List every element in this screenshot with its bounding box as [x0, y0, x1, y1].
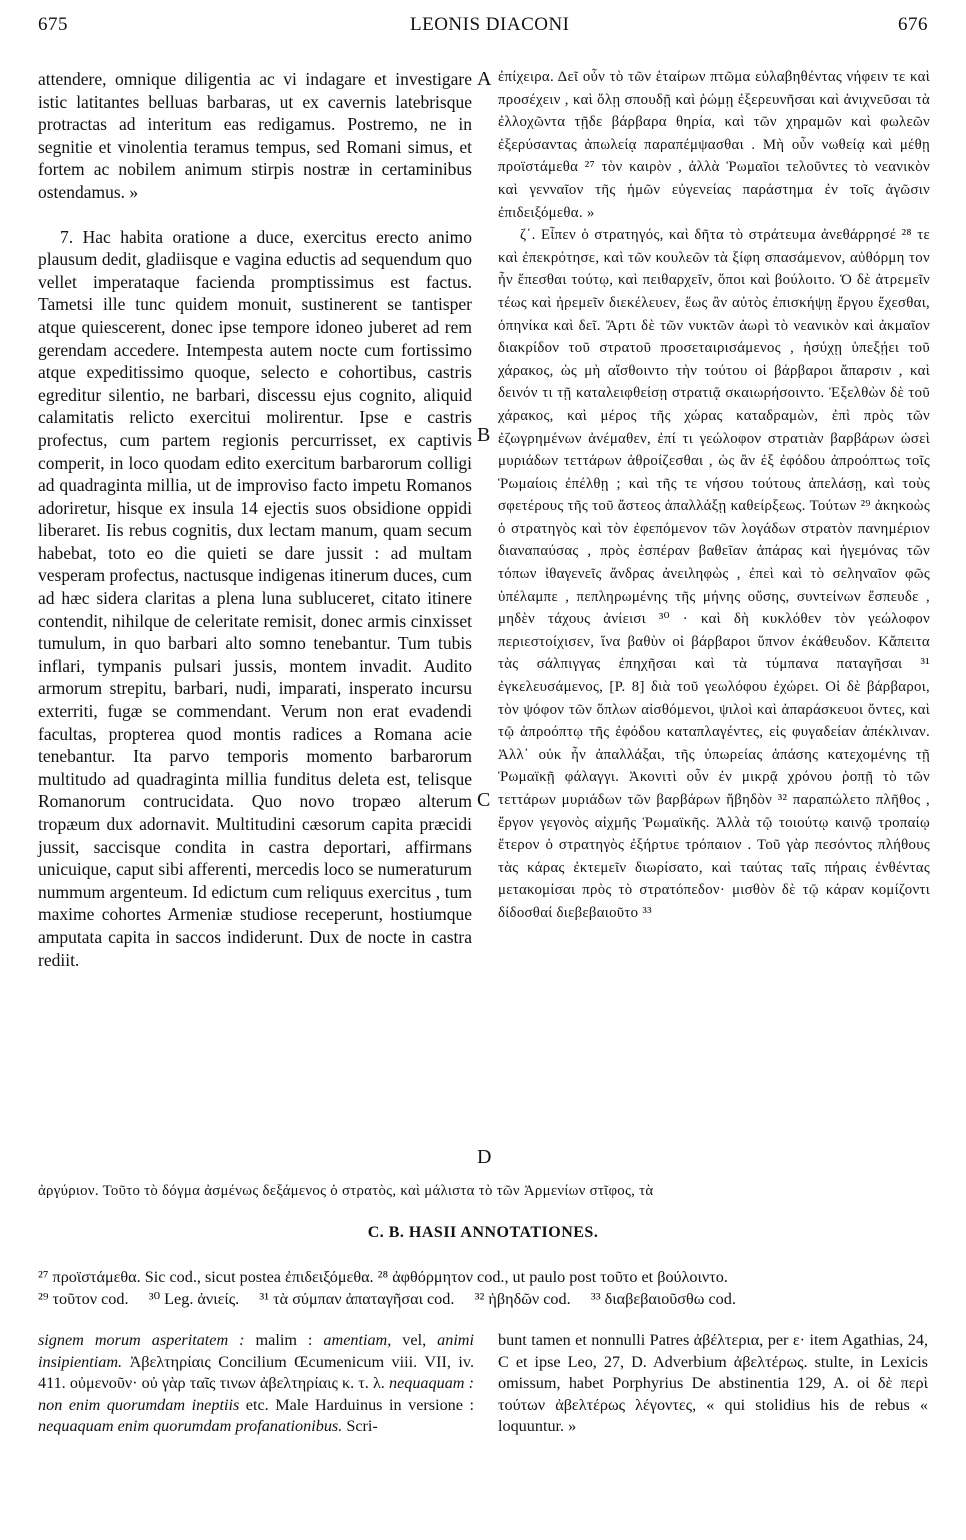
note-roman-3: Ἀβελτηρίαις Concilium Œcumenicum viii. VII, iv. 411. οὐμενοῦν· οὐ γὰρ ταῖς τινων ἀβελτηρίαις κ. τ. λ.	[38, 1352, 474, 1392]
page-header	[38, 8, 928, 38]
note-italic-3: animi insipientiam.	[38, 1331, 474, 1371]
note-italic-4: nequaquam : non enim quorumdam ineptiis	[38, 1374, 475, 1414]
note-italic-5: nequaquam enim quorumdam profanationibus.	[38, 1417, 343, 1435]
margin-letter-a: A	[477, 68, 492, 90]
latin-paragraph-1: attendere, omnique diligentia ac vi indagare et investigare istic latitantes belluas barbaras, ut ex cavernis latebrisque protractas ad interitum eas redigamus. Postremo, ne in segnitie et vinolentia teramus tempus, sed Romani simus, et fortem ac nobilem animum stirpis nostræ in certaminibus ostendamus. »	[38, 69, 472, 202]
note-roman-2: , vel,	[387, 1331, 427, 1349]
footnote-line-2: ²⁹ τοῦτον cod. ³⁰ Leg. ἀνιείς. ³¹ τὰ σύμπαν ἀπαταγῆσαι cod. ³² ἡβηδῶν cod. ³³ διαβεβαιοῦσθω cod.	[38, 1290, 736, 1308]
annotation-right-text: bunt tamen et nonnulli Patres ἀβέλτερια, per ε· item Agathias, 24, C et ipse Leo, 27, D. Adverbium ἀβελτέρως. stulte, in Lexicis omissum, habet Porphyrius De abstinentia 129, A. οἱ δὲ περὶ τούτων ἀβελτέρως λέγοντες, « qui stolidius his de rebus « loquuntur. »	[498, 1331, 928, 1435]
footnote-line-1: ²⁷ προϊστάμεθα. Sic cod., sicut postea ἐπιδειξόμεθα. ²⁸ ἀφθόρμητον cod., ut paulo post τοῦτο et βούλοιντο.	[38, 1268, 728, 1286]
margin-letter-b: B	[477, 424, 491, 446]
running-title: LEONIS DIACONI	[410, 14, 570, 35]
latin-column	[38, 68, 472, 971]
note-italic-2: amentiam	[323, 1331, 388, 1349]
footnotes	[38, 1266, 928, 1310]
greek-continuation-line: ἀργύριον. Τοῦτο τὸ δόγμα ἀσμένως δεξάμενος ὁ στρατὸς, καὶ μάλιστα τὸ τῶν Ἀρμενίων στῖφος, τὰ	[38, 1183, 654, 1199]
page-number-right: 676	[898, 14, 928, 35]
margin-letter-c: C	[477, 789, 491, 811]
note-roman-5: Scri-	[342, 1417, 378, 1435]
annotations-heading: C. B. HASII ANNOTATIONES.	[367, 1224, 599, 1241]
latin-paragraph-2: 7. Hac habita oratione a duce, exercitus erecto animo plausum dedit, gladiisque e vagina eductis ad sequendum quo vellet imperataque facienda promptissimus est factus. Tametsi ille tunc quidem monuit, sustinerent se tantisper atque quiescerent, donec ipse tempore idoneo juberet ad rem gerendam accedere. Intempesta autem nocte cum fortissimo atque expeditissimo quoque, selecto e cohortibus, castris egreditur silentio, ne barbari, discessu ejus cognito, aliquid calamitatis relicto exercitui molirentur. Ipse e castris profectus, cum partem regionis percurrisset, ex captivis comperit, in loco quodam edito exercitum barbarorum colligi ad quadraginta millia, ut de improviso facto impetu Romanos adoriretur, hisque ex insula 14 ejectis suos obsidione oppidi liberaret. Iis rebus cognitis, dux lectam manum, quam secum habebat, toto eo die quieti se dare jussit : ad multam vesperam profectus, nactusque indigenas itinerum duces, cum ad hæc sidera claritas a plena luna subluceret, citato itinere contendit, nihilque de celeritate remisit, donec armis cinxisset tumulum, in quo barbari alto somno tenebantur. Tum tubis inflari, tympanis pulsari jussis, montem invadit. Audito armorum strepitu, barbari, nudi, imparati, insperato incursu exterriti, fugæ se commendant. Verum non erat evadendi facultas, propterea quod montis radices a Romana acie tenebantur. Ita parvo temporis momento barbarorum multitudo ad quadraginta millia funditus deleta est, telisque Romanorum contrucidata. Quo novo tropæo alterum tropæum dux adornavit. Multitudini cæsorum capita præcidi jussit, saccisque condita in castra deportari, affirmans unicuique, caput sibi afferenti, mercedis loco se numeraturum nummum argenteum. Id edictum cum reliquus exercitus , tum maxime cohortes Armeniæ studiose receperunt, hostiumque amputata capita in saccos indiderunt. Dux de nocte in castra rediit.	[38, 226, 472, 970]
page-number-left: 675	[38, 14, 68, 35]
greek-paragraph-1: ἐπίχειρα. Δεῖ οὖν τὸ τῶν ἑταίρων πτῶμα εὐλαβηθέντας νήφειν τε καὶ προσέχειν , καὶ ὅλῃ σπουδῇ καὶ ῥώμῃ ἐξερευνῆσαι καὶ ἀνιχνεῦσαι τὰ ἐλλοχῶντα τῇδε βάρβαρα θηρία, καὶ τῶν χηραμῶν καὶ φωλεῶν ἐξερύσαντας ἀπωλείᾳ παραπέμψασθαι . Μὴ οὖν νωθείᾳ καὶ μέθῃ προϊστάμεθα ²⁷ τὸν καιρὸν , ἀλλὰ Ῥωμαῖοι τελοῦντες τὸ νεανικὸν καὶ γενναῖον τῆς ἡμῶν εὐγενείας παράστημα ἐν τοῖς ἀγῶσιν ἐπιδειξόμεθα. »	[498, 69, 930, 221]
annotation-left-column	[38, 1330, 474, 1438]
note-roman-1: malim :	[244, 1331, 324, 1349]
note-italic-1: signem morum asperitatem :	[38, 1331, 245, 1349]
margin-letter-d: D	[477, 1146, 492, 1168]
greek-paragraph-2: ζ΄. Εἶπεν ὁ στρατηγός, καὶ δῆτα τὸ στράτευμα ἀνεθάρρησέ ²⁸ τε καὶ ἐπεκρότησε, καὶ τῶν κουλεῶν τὰ ξίφη σπασάμενον, αὐθόρμη τον ἦν ἕπεσθαι τούτῳ, καὶ πειθαρχεῖν, ὅποι καὶ βούλοιτο. Ὁ δὲ ἀτρεμεῖν τέως καὶ ἠρεμεῖν διεκέλευεν, ἕως ἂν αὐτὸς ἐπισκήψῃ ἔργου ἔχεσθαι, ὁπηνίκα καὶ δεῖ. Ἄρτι δὲ τῶν νυκτῶν ἀωρὶ τὸ νεανικὸν καὶ ἀκμαῖον διακρίδον τοῦ στρατοῦ προσεταιρισάμενος , ἡσύχῃ ὑπεξῄει τοῦ χάρακος, ὡς μὴ αἴσθοιντο τὴν τούτου οἱ βάρβαροι ἄπαρσιν , καὶ δεινόν τι τῇ καταλειφθείσῃ στρατιᾷ σκαιωρήσοιντο. Ἐξελθὼν δὲ τοῦ χάρακος, καὶ μέρος τῆς χώρας καταδραμὼν, ἐπὶ πρὸς τῶν ἐζωγρημένων ἀνέμαθεν, ἐπί τι γεώλοφον στρατιὰν βαρβάρων ὡσεὶ μυριάδων τεττάρων ἀθροίζεσθαι , ὡς ἂν ἐξ ἐφόδου ἀπροόπτως τοῖς Ῥωμαίοις ἐπέλθῃ ; καὶ τῆς τε νήσου τούτους ἀπελάσῃ, καὶ τοὺς σφετέρους τῆς τοῦ ἄστεος ἀπαλλάξῃ καθείρξεως. Τούτων ²⁹ ἀκηκοὼς ὁ στρατηγὸς καὶ τὸν ἐφεπόμενον τῶν λογάδων στρατὸν πανημέριον διαναπαύσας , πρὸς ἑσπέραν βαθεῖαν ἀπάρας καὶ ἡγεμόνας τῶν τόπων ἰθαγενεῖς ἄνδρας ἀνειληφὼς , ἐπεὶ καὶ τὸ σεληναῖον φῶς ὑπέλαμπε , πεπληρωμένης τῆς μήνης οὔσης, συντείνων ἔσπευδε , μηδὲν τάχους ἀνίεισι ³⁰ · καὶ δὴ κυκλόθεν τὸν γεώλοφον περιεστοίχισεν, ἵνα βαθὺν οἱ βάρβαροι ὕπνον ἐκάθευδον. Κἄπειτα τὰς σάλπιγγας ἐπηχῆσαι καὶ τὰ τύμπανα παταγῆσαι ³¹ ἐγκελευσάμενος, [P. 8] διὰ τοῦ γεωλόφου ἐχώρει. Οἱ δὲ βάρβαροι, τὸν ψόφον τῶν ὅπλων αἰσθόμενοι, ψιλοὶ καὶ ἀπαράσκευοι ὄντες, καὶ τῷ ἀπροόπτῳ τῆς ἐφόδου καταπλαγέντες, εἰς φυγαδείαν ἀπέκλιναν. Ἀλλ᾽ οὐκ ἦν ἀπαλλάξαι, τῆς ὑπωρείας ἁπάσης κατεχομένης τῇ Ῥωμαϊκῇ φάλαγγι. Ἀκονιτὶ οὖν ἐν μικρᾷ χρόνου ῥοπῇ τὸ τῶν τεττάρων μυριάδων τῶν βαρβάρων ἥβηδὸν ³² παραπώλετο πλῆθος , ἔργον γεγονὸς αἰχμῆς Ῥωμαϊκῆς. Ἀλλὰ τῷ τοιούτῳ καινῷ τροπαίῳ ἕτερον ὁ στρατηγὸς ἐξήρτυε τρόπαιον . Τοῦ γὰρ πεσόντος πλήθους τὰς κάρας ἐκτεμεῖν διωρίσατο, καὶ ταύτας ταῖς πήραις ἐνθέντας μετακομίσαι πρὸς τὸ στρατόπεδον· μισθὸν δὲ τῷ κάραν κομίζοντι δίδοσθαί διεβεβαιοῦτο ³³	[498, 227, 930, 921]
annotation-right-column	[498, 1330, 928, 1438]
greek-column	[498, 66, 930, 925]
note-roman-4: etc. Male Harduinus in versione :	[239, 1395, 474, 1414]
